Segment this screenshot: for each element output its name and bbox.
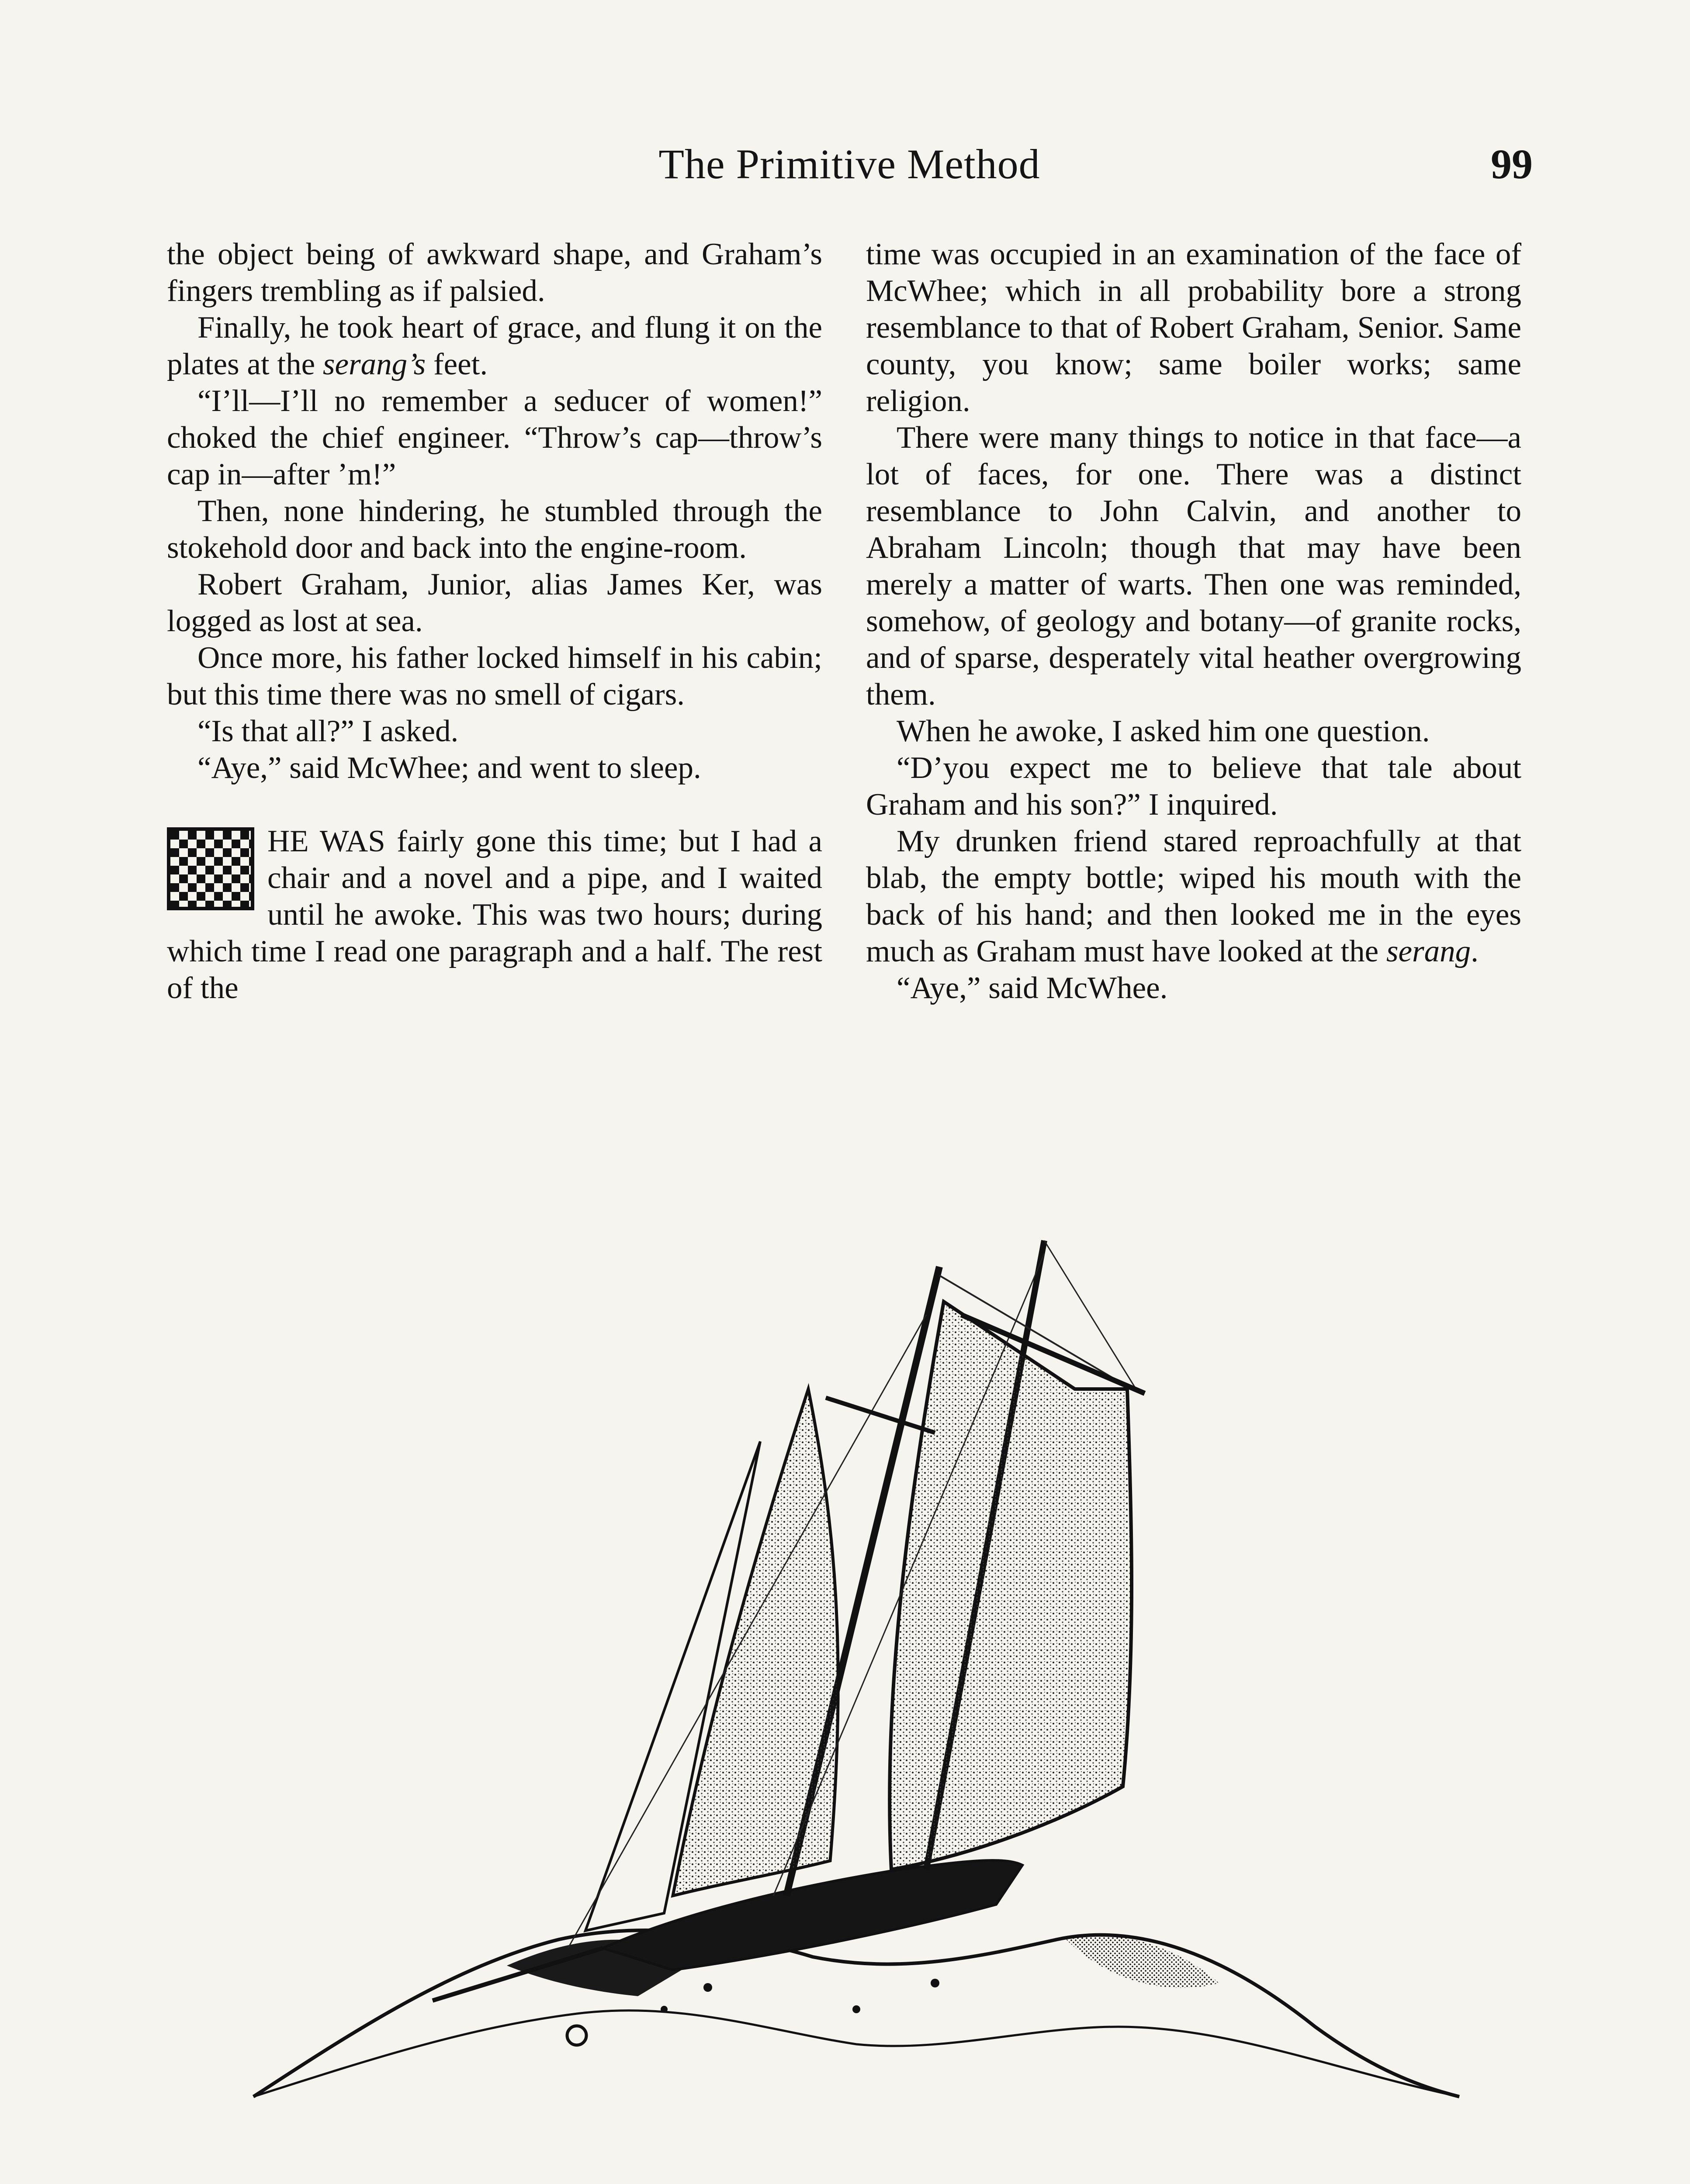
paragraph: When he awoke, I asked him one question.: [897, 714, 1430, 748]
page-title: The Primitive Method: [658, 141, 1040, 187]
paragraph: “D’you expect me to believe that tale about Graham and his son?” I inquired.: [866, 751, 1521, 822]
page-number: 99: [1491, 141, 1533, 187]
paragraph: There were many things to notice in that face—a lot of faces, for one. There was a distinct resemblance to John Calvin, and another to Abraham Lincoln; though that may have been merely a matter of warts. Then one was reminded, somehow, of geology and botany—of granite rocks, and of sparse, desperately vital heather overgrowing them.: [866, 421, 1521, 712]
paragraph: “Aye,” said McWhee.: [897, 971, 1168, 1005]
paragraph: [866, 823, 1521, 970]
paragraph: Then, none hindering, he stumbled through the stokehold door and back into the engine-room.: [167, 494, 822, 565]
paragraph: Once more, his father locked himself in his cabin; but this time there was no smell of cigars.: [167, 641, 822, 712]
ornament-initial-icon: [167, 827, 254, 910]
paragraph: “I’ll—I’ll no remember a seducer of women!” choked the chief engineer. “Throw’s cap—throw’s cap in—after ’m!”: [167, 384, 822, 491]
paragraph: HE WAS fairly gone this time; but I had a chair and a novel and a pipe, and I waited until he awoke. This was two hours; during which time I read one paragraph and a half. The rest of the: [167, 824, 822, 1005]
paragraph: the object being of awkward shape, and Graham’s fingers trembling as if palsied.: [167, 237, 822, 308]
paragraph: [167, 309, 822, 383]
paragraph-text: .: [1471, 934, 1479, 968]
paragraph: “Aye,” said McWhee; and went to sleep.: [197, 751, 701, 785]
sailing-schooner-drawing-icon: [245, 1214, 1468, 2153]
section-opening: [167, 823, 822, 1006]
section-break: [167, 786, 822, 823]
paragraph: Robert Graham, Junior, alias James Ker, was logged as lost at sea.: [167, 567, 822, 638]
paragraph-text: feet.: [426, 347, 488, 381]
paragraph-text: Finally, he took heart of grace, and flung it on the plates at the: [167, 311, 822, 381]
left-column: [167, 236, 822, 1006]
paragraph-text: My drunken friend stared reproachfully at that blab, the empty bottle; wiped his mouth with the back of his hand; and then looked me in the eyes much as Graham must have looked at the: [866, 824, 1521, 968]
italic-word: serang’s: [322, 347, 426, 381]
italic-word: serang: [1386, 934, 1471, 968]
paragraph: “Is that all?” I asked.: [197, 714, 459, 748]
right-column: [866, 236, 1521, 1006]
paragraph: time was occupied in an examination of the face of McWhee; which in all probability bore a strong resemblance to that of Robert Graham, Senior. Same county, you know; same boiler works; same religion.: [866, 237, 1521, 418]
running-head: [166, 140, 1533, 197]
